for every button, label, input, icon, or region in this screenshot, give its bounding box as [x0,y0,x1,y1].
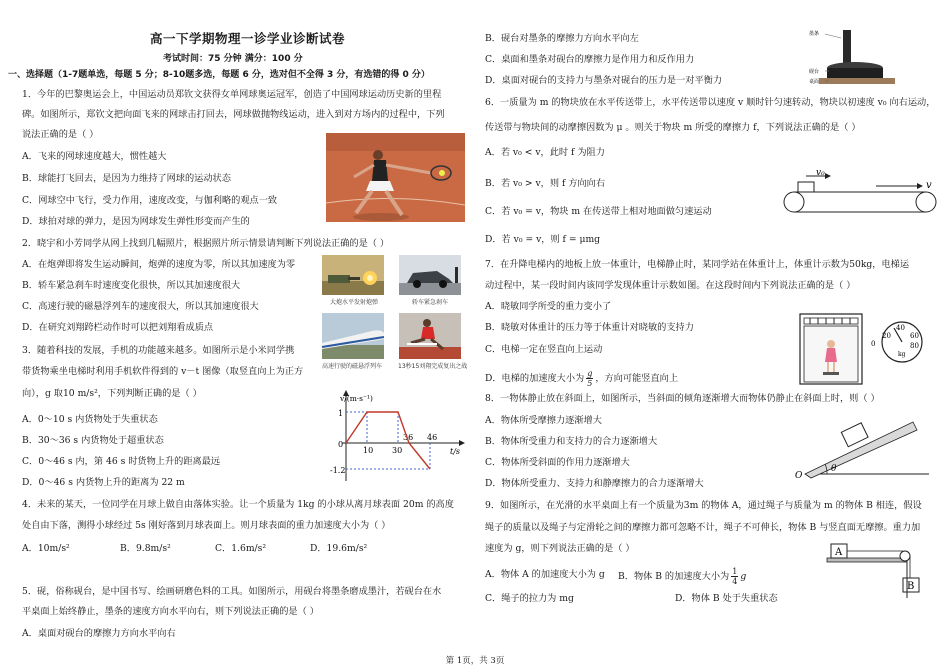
page-footer: 第 1页，共 3页 [445,656,505,666]
vt-ytick-1: 1 [338,409,344,418]
q1-stem-2: 碑。如图所示，郑钦文把向面飞来的网球击打回去，网球做抛物线运动，进入到对方场内的过程中，下列 [22,109,445,120]
q1-option-a: A．飞来的网球速度越大，惯性越大 [22,151,167,162]
q6-stem-1: 6．一质量为 m 的物块放在水平传送带上，水平传送带以速度 v 顺时针匀速转动，物块以初速度 v₀ 向右运动， [485,97,936,108]
q2-option-b: B．轿车紧急刹车时速度变化很快，所以其加速度很大 [22,280,241,291]
q5-option-a: A．桌面对砚台的摩擦力方向水平向右 [22,628,176,639]
q9-b-suffix: g [740,571,747,582]
q9-b-prefix: B．物体 B 的加速度大小为 [618,571,730,582]
q7-d-num: g [587,369,593,378]
q6-option-a: A．若 v₀ < v，此时 f 为阻力 [485,147,605,158]
q1-option-c: C．网球空中飞行，受力作用，速度改变，与伽利略的观点一致 [22,195,278,206]
q2-option-c: C．高速行驶的磁悬浮列车的速度很大，所以其加速度很大 [22,301,259,312]
conveyor-figure [780,166,940,216]
maglev-photo [322,313,384,359]
q9-stem-1: 9．如图所示，在光滑的水平桌面上有一个质量为3m 的物体 A，通过绳子与质量为 m 的物体 B 相连，假设 [485,500,922,511]
q3-option-b: B．30～36 s 内货物处于超重状态 [22,435,164,446]
q3-option-a: A．0～10 s 内货物处于失重状态 [22,414,158,425]
block-m [798,182,814,192]
elevator-figure [798,312,938,386]
dial-80: 80 [910,342,919,350]
pulley-left [784,192,804,212]
pulley-figure [823,540,923,600]
vt-xtick-36: 36 [403,433,414,442]
q6-stem-2: 传送带与物块间的动摩擦因数为 μ 。则关于物块 m 所受的摩擦力 f，下列说法正确的是（ ） [485,122,861,133]
vt-y-label: v/(m·s⁻¹) [340,394,373,403]
cannon-photo [322,255,384,295]
q5-stem-1: 5．砚，俗称砚台，是中国书写、绘画研磨色料的工具。如图所示，用砚台将墨条磨成墨汁，若砚台在水 [22,586,442,597]
caption-maglev: 高速行驶的磁悬浮列车 [322,363,383,370]
label-v: v [926,180,932,191]
hurdle-photo [399,313,461,359]
q2-option-d: D．在研究刘翔跨栏动作时可以把刘翔看成质点 [22,322,214,333]
inkstone-figure [809,26,895,86]
exam-info: 考试时间：75 分钟 满分：100 分 [163,54,303,64]
table-top [827,558,907,562]
q8-option-a: A．物体所受摩擦力逐渐增大 [485,415,602,426]
label-O: O [795,471,803,481]
q6-option-c: C．若 v₀ = v，物块 m 在传送带上相对地面做匀速运动 [485,206,712,217]
q4-option-b: B．9.8m/s² [120,543,171,554]
caption-cannon: 大炮水平发射炮弹 [330,299,379,306]
section-heading: 一、选择题（1-7题单选，每题 5 分；8-10题多选，每题 6 分，选对但不全得 3 分，有选错的得 0 分） [8,70,430,80]
vt-xtick-46: 46 [427,433,438,442]
q8-stem: 8．一物体静止放在斜面上，如图所示，当斜面的倾角逐渐增大而物体仍静止在斜面上时，则（ ） [485,393,880,404]
label-block-b: B [907,581,915,592]
q4-option-c: C．1.6m/s² [215,543,267,554]
q9-stem-3: 速度为 g，则下列说法正确的是（ ） [485,543,635,554]
caption-hurdle: 13秒15刘翔完成复出之战 [398,363,468,370]
q3-stem-1: 3．随着科技的发展，手机的功能越来越多。如图所示是小米同学携 [22,345,295,356]
q7-option-a: A．晓敏同学所受的重力变小了 [485,301,612,312]
q2-option-a: A．在炮弹即将发生运动瞬间，炮弹的速度为零，所以其加速度为零 [22,259,296,270]
label-v0: v₀ [816,168,825,178]
q5-option-c: C．桌面和墨条对砚台的摩擦力是作用力和反作用力 [485,54,695,65]
q5-option-b: B．砚台对墨条的摩擦力方向水平向左 [485,33,639,44]
q3-stem-3: 向），g 取10 m/s²，下列判断正确的是（ ） [22,388,202,399]
q4-option-a: A．10m/s² [22,543,70,554]
q7-option-b: B．晓敏对体重计的压力等于体重计对晓敏的支持力 [485,322,694,333]
q9-b-num: 1 [732,567,738,576]
page-title: 高一下学期物理一诊学业诊断试卷 [150,31,346,46]
q9-b-den: 4 [732,577,738,586]
q8-option-d: D．物体所受重力、支持力和静摩擦力的合力逐渐增大 [485,478,704,489]
q9-option-a: A．物体 A 的加速度大小为 g [485,569,605,580]
q7-stem-1: 7．在升降电梯内的地板上放一体重计，电梯静止时，某同学站在体重计上，体重计示数为50kg，电梯运 [485,259,910,270]
label-ink-stick: 墨条 [809,31,820,37]
q7-option-c: C．电梯一定在竖直向上运动 [485,344,603,355]
label-block-a: A [835,547,843,558]
vt-ytick-0: 0 [338,440,344,449]
vt-xtick-30: 30 [392,446,403,455]
vt-ytick-neg: -1.2 [330,466,346,475]
dial-0: 0 [871,340,876,348]
q7-d-fraction [586,369,593,388]
caption-car: 轿车紧急刹车 [412,299,449,306]
q4-stem-1: 4．未来的某天，一位同学在月球上做自由落体实验。让一个质量为 1kg 的小球从离月球表面 20m 的高度 [22,499,454,510]
q1-option-d: D．球拍对球的弹力，是因为网球发生弹性形变而产生的 [22,216,250,227]
vt-x-label: t/s [450,447,461,456]
q8-option-b: B．物体所受重力和支持力的合力逐渐增大 [485,436,658,447]
q9-option-d: D．物体 B 处于失重状态 [675,593,778,604]
q1-stem-3: 说法正确的是（ ） [22,129,99,140]
dial-20: 20 [882,332,891,340]
dial-40: 40 [896,324,905,332]
tennis-photo [326,133,465,222]
q9-option-b-text [618,567,746,586]
label-table: 桌面 [809,79,820,85]
q3-option-d: D．0～46 s 内货物上升的距离为 22 m [22,477,185,488]
q7-d-suffix: ，方向可能竖直向上 [595,373,679,384]
q4-stem-2: 处自由下落，测得小球经过 5s 刚好落到月球表面上。则月球表面的重力加速度大小为（ ） [22,520,391,531]
q1-stem-1: 1．今年的巴黎奥运会上，中国运动员郑钦文获得女单网球奥运冠军，创造了中国网球运动历史新的里程 [22,89,442,100]
q7-d-den: 5 [587,379,593,388]
q5-option-d: D．桌面对砚台的支持力与墨条对砚台的压力是一对平衡力 [485,75,723,86]
vt-xtick-10: 10 [363,446,374,455]
ink-stick-icon [843,30,851,64]
q6-option-d: D．若 v₀ = v，则 f = μmg [485,234,601,245]
pulley-wheel [900,551,910,561]
table-surface [819,78,895,84]
q9-b-fraction [731,567,738,586]
incline-block [841,423,868,447]
dial-60: 60 [910,332,919,340]
q9-option-c: C．绳子的拉力为 mg [485,593,574,604]
q3-stem-2: 带货物乘坐电梯时利用手机软件得到的 v－t 图像（取竖直向上为正方 [22,366,304,377]
q8-option-c: C．物体所受斜面的作用力逐渐增大 [485,457,630,468]
q5-stem-2: 平桌面上始终静止，墨条的速度方向水平向右，则下列说法正确的是（ ） [22,606,319,617]
q1-option-b: B．球能打飞回去，是因为力维持了网球的运动状态 [22,173,231,184]
scale-icon [823,372,839,375]
q3-option-c: C．0～46 s 内，第 46 s 时货物上升的距离最远 [22,456,221,467]
q7-d-prefix: D．电梯的加速度大小为 [485,373,585,384]
dial-unit: kg [898,351,906,358]
vt-graph [330,385,470,485]
q7-option-d-text [485,369,678,388]
q2-stem: 2．晓宇和小芳同学从网上找到几幅照片，根据照片所示情景请判断下列说法正确的是（ ） [22,238,390,249]
q7-stem-2: 动过程中，某一段时间内该同学发现体重计示数如图。在这段时间内下列说法正确的是（ ） [485,280,856,291]
pulley-right [916,192,936,212]
q9-stem-2: 绳子的质量以及绳子与定滑轮之间的摩擦力都可忽略不计，绳子不可伸长，物体 B 与竖直面无摩擦。重力加 [485,522,921,533]
student-icon [825,348,837,362]
q4-option-d: D．19.6m/s² [310,543,368,554]
q6-option-b: B．若 v₀ > v，则 f 方向向右 [485,178,606,189]
label-theta: θ [831,464,837,474]
car-photo [399,255,461,295]
label-inkstone: 砚台 [809,69,820,75]
vt-curve [346,412,430,469]
incline-figure [793,416,933,484]
